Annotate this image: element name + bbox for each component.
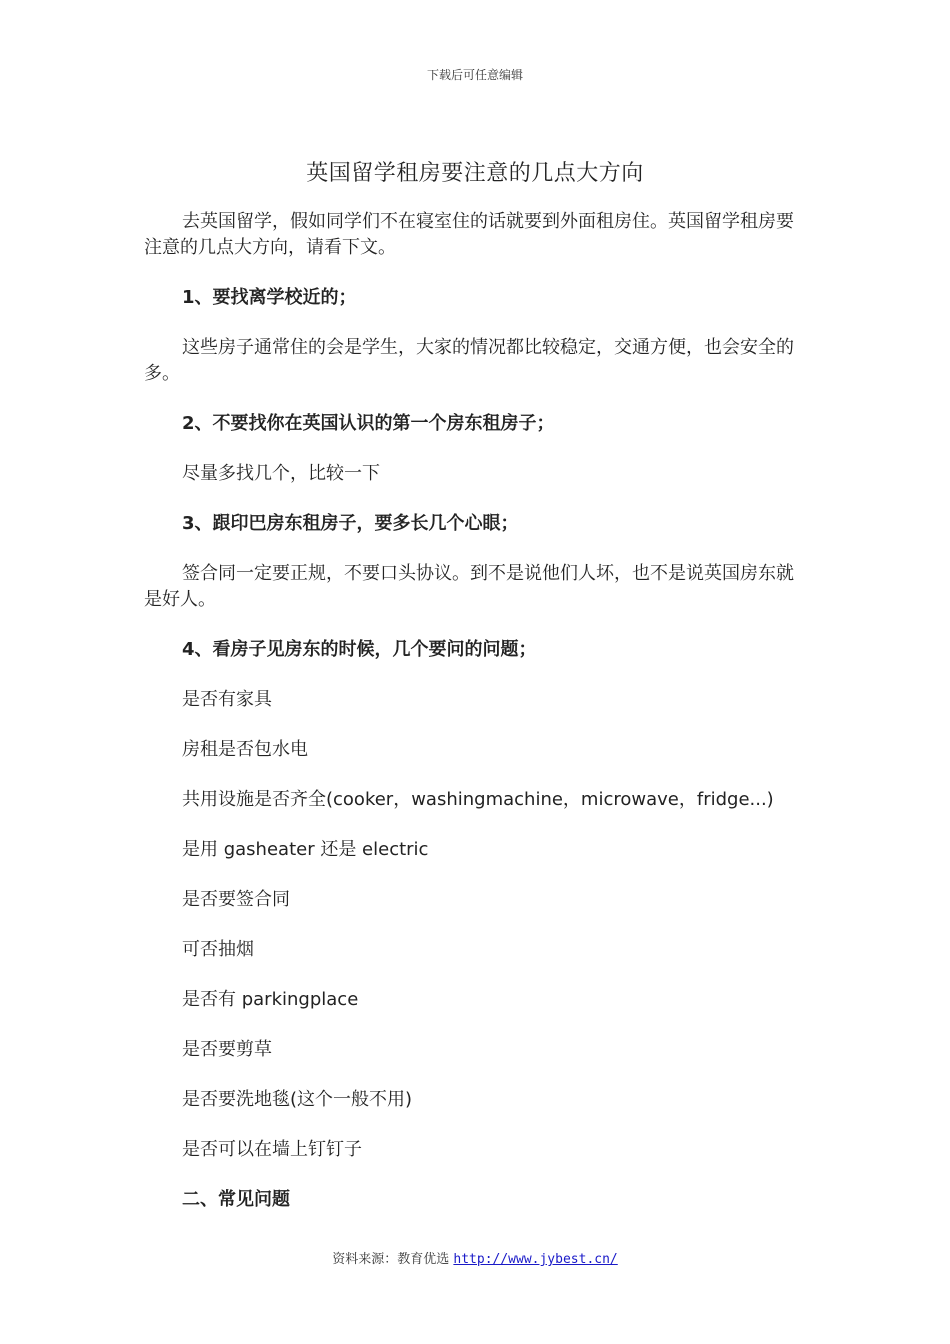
page-title: 英国留学租房要注意的几点大方向	[306, 161, 644, 186]
section-heading-4: 4、看房子见房东的时候，几个要问的问题；	[182, 639, 537, 660]
question-item: 是否有 parkingplace	[182, 989, 359, 1010]
question-item: 可否抽烟	[182, 939, 254, 960]
section-two-heading: 二、常见问题	[182, 1189, 290, 1210]
section-body-1: 这些房子通常住的会是学生，大家的情况都比较稳定，交通方便，也会安全的多。	[144, 337, 794, 384]
question-item: 房租是否包水电	[182, 739, 308, 760]
question-item: 是否有家具	[182, 689, 272, 710]
footer	[0, 1248, 950, 1267]
section-heading-3: 3、跟印巴房东租房子，要多长几个心眼；	[182, 513, 519, 534]
question-item: 是用 gasheater 还是 electric	[182, 839, 429, 860]
footer-link[interactable]: http://www.jybest.cn/	[453, 1252, 618, 1267]
question-item: 共用设施是否齐全(cooker，washingmachine，microwave，fridge...)	[182, 789, 774, 810]
question-item: 是否要签合同	[182, 889, 290, 910]
section-body-3: 签合同一定要正规，不要口头协议。到不是说他们人坏，也不是说英国房东就是好人。	[144, 563, 794, 610]
question-item: 是否可以在墙上钉钉子	[182, 1139, 362, 1160]
footer-source-label: 资料来源：教育优选	[332, 1252, 450, 1267]
section-body-2: 尽量多找几个，比较一下	[182, 463, 380, 484]
question-item: 是否要洗地毯(这个一般不用)	[182, 1089, 413, 1110]
section-heading-2: 2、不要找你在英国认识的第一个房东租房子；	[182, 413, 555, 434]
question-item: 是否要剪草	[182, 1039, 272, 1060]
intro-paragraph: 去英国留学，假如同学们不在寝室住的话就要到外面租房住。英国留学租房要注意的几点大方向，请看下文。	[144, 211, 794, 258]
header-note: 下载后可任意编辑	[426, 68, 523, 82]
section-heading-1: 1、要找离学校近的；	[182, 287, 357, 308]
